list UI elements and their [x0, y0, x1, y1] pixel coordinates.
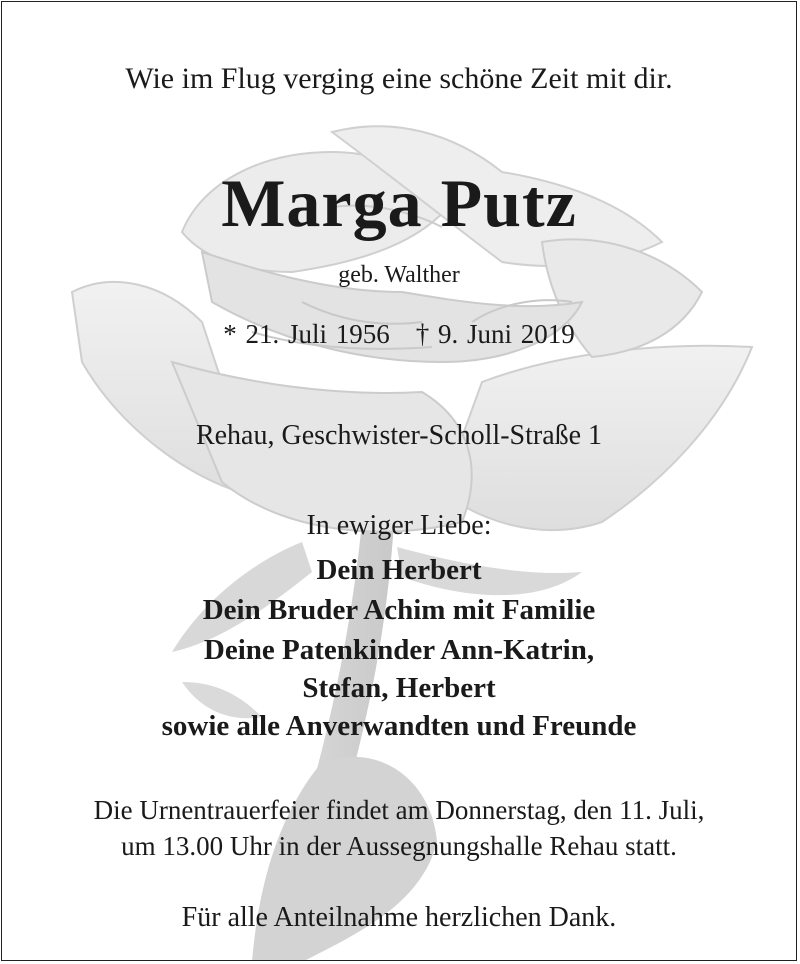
ceremony-line: um 13.00 Uhr in der Aussegnungshalle Rehau statt. [121, 831, 677, 861]
death-date: † 9. Juni 2019 [415, 319, 575, 349]
address: Rehau, Geschwister-Scholl-Straße 1 [195, 420, 603, 451]
maiden-name: geb. Walther [338, 262, 460, 288]
mourner-line: Stefan, Herbert [302, 672, 496, 704]
ceremony-line: Die Urnentrauerfeier findet am Donnerstag, den 11. Juli, [93, 795, 705, 825]
mourner-line: Deine Patenkinder Ann-Katrin, [203, 634, 595, 666]
obituary-notice [1, 1, 797, 961]
mourner-line: Dein Bruder Achim mit Familie [202, 594, 596, 626]
life-dates [2, 319, 796, 350]
love-intro: In ewiger Liebe: [306, 510, 492, 541]
thanks-line: Für alle Anteilnahme herzlichen Dank. [181, 902, 617, 933]
mourner-line: Dein Herbert [316, 554, 482, 586]
motto-line: Wie im Flug verging eine schöne Zeit mit dir. [125, 62, 673, 95]
mourner-line: sowie alle Anverwandten und Freunde [161, 710, 637, 742]
ceremony-info [2, 792, 796, 864]
birth-date: * 21. Juli 1956 [223, 319, 390, 349]
deceased-name: Marga Putz [221, 165, 577, 241]
